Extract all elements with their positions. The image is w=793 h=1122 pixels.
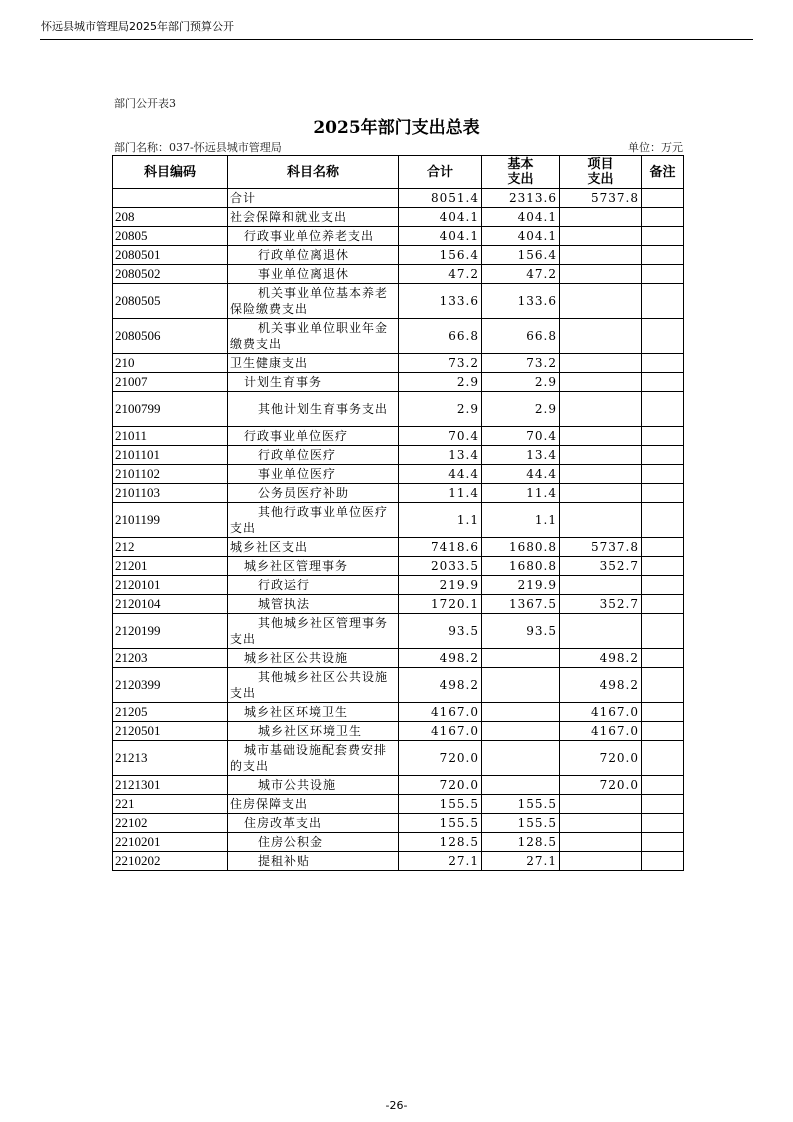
header-divider [40, 39, 753, 40]
cell-basic: 404.1 [482, 227, 560, 246]
col-header-project: 项目 支出 [560, 156, 642, 189]
table-row [113, 446, 684, 465]
cell-note [642, 189, 684, 208]
table-row [113, 208, 684, 227]
table-row [113, 614, 684, 649]
cell-name: 城市公共设施 [228, 776, 399, 795]
cell-name: 提租补贴 [228, 852, 399, 871]
cell-name: 住房改革支出 [228, 814, 399, 833]
cell-code: 20805 [113, 227, 228, 246]
cell-code: 2120104 [113, 595, 228, 614]
cell-project: 498.2 [560, 649, 642, 668]
cell-code: 21201 [113, 557, 228, 576]
cell-name: 机关事业单位基本养老保险缴费支出 [228, 284, 399, 319]
cell-code: 2080502 [113, 265, 228, 284]
cell-code: 212 [113, 538, 228, 557]
cell-project: 720.0 [560, 776, 642, 795]
cell-name: 城管执法 [228, 595, 399, 614]
cell-name: 事业单位离退休 [228, 265, 399, 284]
cell-project: 720.0 [560, 741, 642, 776]
cell-project [560, 354, 642, 373]
cell-name: 城乡社区管理事务 [228, 557, 399, 576]
cell-note [642, 354, 684, 373]
table-row [113, 246, 684, 265]
cell-code: 2080506 [113, 319, 228, 354]
cell-basic: 70.4 [482, 427, 560, 446]
table-row [113, 668, 684, 703]
table-row [113, 722, 684, 741]
cell-total: 156.4 [399, 246, 482, 265]
table-row [113, 557, 684, 576]
cell-basic: 1680.8 [482, 538, 560, 557]
cell-project [560, 465, 642, 484]
cell-note [642, 446, 684, 465]
cell-note [642, 833, 684, 852]
cell-total: 720.0 [399, 776, 482, 795]
cell-basic: 73.2 [482, 354, 560, 373]
cell-total: 2.9 [399, 392, 482, 427]
cell-note [642, 284, 684, 319]
table-row [113, 741, 684, 776]
cell-code: 2120199 [113, 614, 228, 649]
table-row [113, 795, 684, 814]
cell-total: 93.5 [399, 614, 482, 649]
cell-total: 70.4 [399, 427, 482, 446]
cell-basic [482, 776, 560, 795]
cell-name: 城市基础设施配套费安排的支出 [228, 741, 399, 776]
cell-total: 720.0 [399, 741, 482, 776]
cell-name: 住房公积金 [228, 833, 399, 852]
cell-total: 7418.6 [399, 538, 482, 557]
cell-project [560, 265, 642, 284]
cell-total: 1720.1 [399, 595, 482, 614]
table-row [113, 484, 684, 503]
cell-code: 2120501 [113, 722, 228, 741]
table-row [113, 465, 684, 484]
unit-label: 单位：万元 [628, 141, 683, 154]
cell-project [560, 208, 642, 227]
expenditure-table [112, 155, 684, 871]
cell-total: 128.5 [399, 833, 482, 852]
cell-total: 404.1 [399, 208, 482, 227]
cell-code: 208 [113, 208, 228, 227]
cell-note [642, 227, 684, 246]
cell-basic: 219.9 [482, 576, 560, 595]
cell-note [642, 427, 684, 446]
cell-note [642, 852, 684, 871]
cell-code: 2210201 [113, 833, 228, 852]
cell-code: 2101101 [113, 446, 228, 465]
table-row [113, 776, 684, 795]
cell-basic: 155.5 [482, 814, 560, 833]
cell-code: 221 [113, 795, 228, 814]
cell-code: 21007 [113, 373, 228, 392]
cell-basic: 27.1 [482, 852, 560, 871]
cell-code: 2101199 [113, 503, 228, 538]
cell-note [642, 484, 684, 503]
cell-name: 社会保障和就业支出 [228, 208, 399, 227]
table-row [113, 833, 684, 852]
cell-total: 219.9 [399, 576, 482, 595]
table-row [113, 852, 684, 871]
cell-name: 住房保障支出 [228, 795, 399, 814]
cell-basic [482, 722, 560, 741]
table-row [113, 354, 684, 373]
cell-project [560, 833, 642, 852]
cell-project: 4167.0 [560, 722, 642, 741]
cell-project [560, 284, 642, 319]
cell-total: 155.5 [399, 795, 482, 814]
cell-total: 2.9 [399, 373, 482, 392]
cell-project [560, 576, 642, 595]
table-row [113, 595, 684, 614]
cell-note [642, 614, 684, 649]
cell-note [642, 557, 684, 576]
cell-project: 498.2 [560, 668, 642, 703]
col-header-basic: 基本 支出 [482, 156, 560, 189]
cell-code: 2080505 [113, 284, 228, 319]
document-header-title: 怀远县城市管理局2025年部门预算公开 [41, 20, 234, 33]
cell-total: 47.2 [399, 265, 482, 284]
cell-code: 21205 [113, 703, 228, 722]
cell-total: 1.1 [399, 503, 482, 538]
table-row [113, 319, 684, 354]
cell-code: 2210202 [113, 852, 228, 871]
cell-note [642, 576, 684, 595]
department-label: 部门名称：037-怀远县城市管理局 [114, 141, 282, 154]
cell-name: 其他城乡社区公共设施支出 [228, 668, 399, 703]
cell-name: 其他行政事业单位医疗支出 [228, 503, 399, 538]
cell-code: 2101102 [113, 465, 228, 484]
cell-note [642, 703, 684, 722]
cell-project [560, 484, 642, 503]
table-row [113, 703, 684, 722]
cell-code: 2120399 [113, 668, 228, 703]
cell-basic: 47.2 [482, 265, 560, 284]
table-code: 部门公开表3 [114, 97, 176, 110]
cell-note [642, 246, 684, 265]
cell-code [113, 189, 228, 208]
cell-note [642, 741, 684, 776]
cell-name: 机关事业单位职业年金缴费支出 [228, 319, 399, 354]
table-title: 2025年部门支出总表 [313, 118, 480, 138]
cell-name: 合计 [228, 189, 399, 208]
table-row [113, 265, 684, 284]
cell-code: 2120101 [113, 576, 228, 595]
table-row [113, 427, 684, 446]
cell-project [560, 795, 642, 814]
cell-note [642, 373, 684, 392]
cell-note [642, 722, 684, 741]
cell-basic: 1367.5 [482, 595, 560, 614]
cell-code: 2121301 [113, 776, 228, 795]
table-row [113, 284, 684, 319]
cell-basic: 1.1 [482, 503, 560, 538]
cell-basic: 404.1 [482, 208, 560, 227]
cell-total: 4167.0 [399, 703, 482, 722]
cell-code: 210 [113, 354, 228, 373]
cell-name: 事业单位医疗 [228, 465, 399, 484]
cell-note [642, 595, 684, 614]
cell-name: 行政单位医疗 [228, 446, 399, 465]
cell-project [560, 503, 642, 538]
cell-code: 21011 [113, 427, 228, 446]
cell-note [642, 503, 684, 538]
cell-basic: 2313.6 [482, 189, 560, 208]
cell-project [560, 373, 642, 392]
cell-name: 行政事业单位医疗 [228, 427, 399, 446]
cell-note [642, 776, 684, 795]
cell-project [560, 814, 642, 833]
cell-name: 城乡社区环境卫生 [228, 722, 399, 741]
cell-total: 27.1 [399, 852, 482, 871]
col-header-note: 备注 [642, 156, 684, 189]
cell-total: 498.2 [399, 649, 482, 668]
cell-note [642, 649, 684, 668]
cell-total: 133.6 [399, 284, 482, 319]
cell-total: 66.8 [399, 319, 482, 354]
cell-code: 21213 [113, 741, 228, 776]
cell-project: 352.7 [560, 595, 642, 614]
cell-project [560, 427, 642, 446]
cell-code: 2100799 [113, 392, 228, 427]
table-row [113, 538, 684, 557]
cell-total: 11.4 [399, 484, 482, 503]
col-header-name: 科目名称 [228, 156, 399, 189]
cell-name: 城乡社区环境卫生 [228, 703, 399, 722]
table-row [113, 814, 684, 833]
cell-basic [482, 741, 560, 776]
cell-basic: 155.5 [482, 795, 560, 814]
cell-note [642, 265, 684, 284]
page-number: -26- [385, 1099, 408, 1112]
cell-name: 行政单位离退休 [228, 246, 399, 265]
cell-name: 公务员医疗补助 [228, 484, 399, 503]
cell-name: 其他计划生育事务支出 [228, 392, 399, 427]
cell-basic: 13.4 [482, 446, 560, 465]
table-row [113, 189, 684, 208]
cell-code: 2080501 [113, 246, 228, 265]
cell-note [642, 795, 684, 814]
table-row [113, 373, 684, 392]
cell-name: 城乡社区公共设施 [228, 649, 399, 668]
cell-basic: 1680.8 [482, 557, 560, 576]
table-row [113, 649, 684, 668]
table-row [113, 576, 684, 595]
cell-project [560, 227, 642, 246]
cell-total: 2033.5 [399, 557, 482, 576]
cell-name: 城乡社区支出 [228, 538, 399, 557]
cell-code: 21203 [113, 649, 228, 668]
table-body [113, 189, 684, 871]
cell-code: 2101103 [113, 484, 228, 503]
cell-project [560, 446, 642, 465]
cell-total: 4167.0 [399, 722, 482, 741]
cell-basic: 128.5 [482, 833, 560, 852]
table-row [113, 227, 684, 246]
cell-name: 行政运行 [228, 576, 399, 595]
cell-basic [482, 703, 560, 722]
cell-note [642, 319, 684, 354]
cell-code: 22102 [113, 814, 228, 833]
table-row [113, 503, 684, 538]
cell-total: 8051.4 [399, 189, 482, 208]
cell-basic [482, 668, 560, 703]
cell-project: 352.7 [560, 557, 642, 576]
cell-name: 行政事业单位养老支出 [228, 227, 399, 246]
cell-basic: 11.4 [482, 484, 560, 503]
cell-note [642, 814, 684, 833]
cell-total: 155.5 [399, 814, 482, 833]
cell-name: 计划生育事务 [228, 373, 399, 392]
cell-basic: 133.6 [482, 284, 560, 319]
cell-note [642, 465, 684, 484]
cell-basic: 44.4 [482, 465, 560, 484]
cell-note [642, 208, 684, 227]
cell-project: 4167.0 [560, 703, 642, 722]
cell-basic: 2.9 [482, 392, 560, 427]
cell-note [642, 538, 684, 557]
col-header-code: 科目编码 [113, 156, 228, 189]
cell-total: 498.2 [399, 668, 482, 703]
cell-note [642, 668, 684, 703]
cell-note [642, 392, 684, 427]
cell-basic: 66.8 [482, 319, 560, 354]
table-header-row [113, 156, 684, 189]
cell-name: 卫生健康支出 [228, 354, 399, 373]
cell-total: 404.1 [399, 227, 482, 246]
cell-basic [482, 649, 560, 668]
cell-name: 其他城乡社区管理事务支出 [228, 614, 399, 649]
cell-basic: 156.4 [482, 246, 560, 265]
cell-project: 5737.8 [560, 538, 642, 557]
cell-project: 5737.8 [560, 189, 642, 208]
cell-project [560, 614, 642, 649]
cell-total: 44.4 [399, 465, 482, 484]
cell-total: 13.4 [399, 446, 482, 465]
col-header-total: 合计 [399, 156, 482, 189]
cell-project [560, 319, 642, 354]
cell-basic: 2.9 [482, 373, 560, 392]
cell-project [560, 246, 642, 265]
cell-basic: 93.5 [482, 614, 560, 649]
cell-project [560, 852, 642, 871]
table-row [113, 392, 684, 427]
cell-project [560, 392, 642, 427]
cell-total: 73.2 [399, 354, 482, 373]
